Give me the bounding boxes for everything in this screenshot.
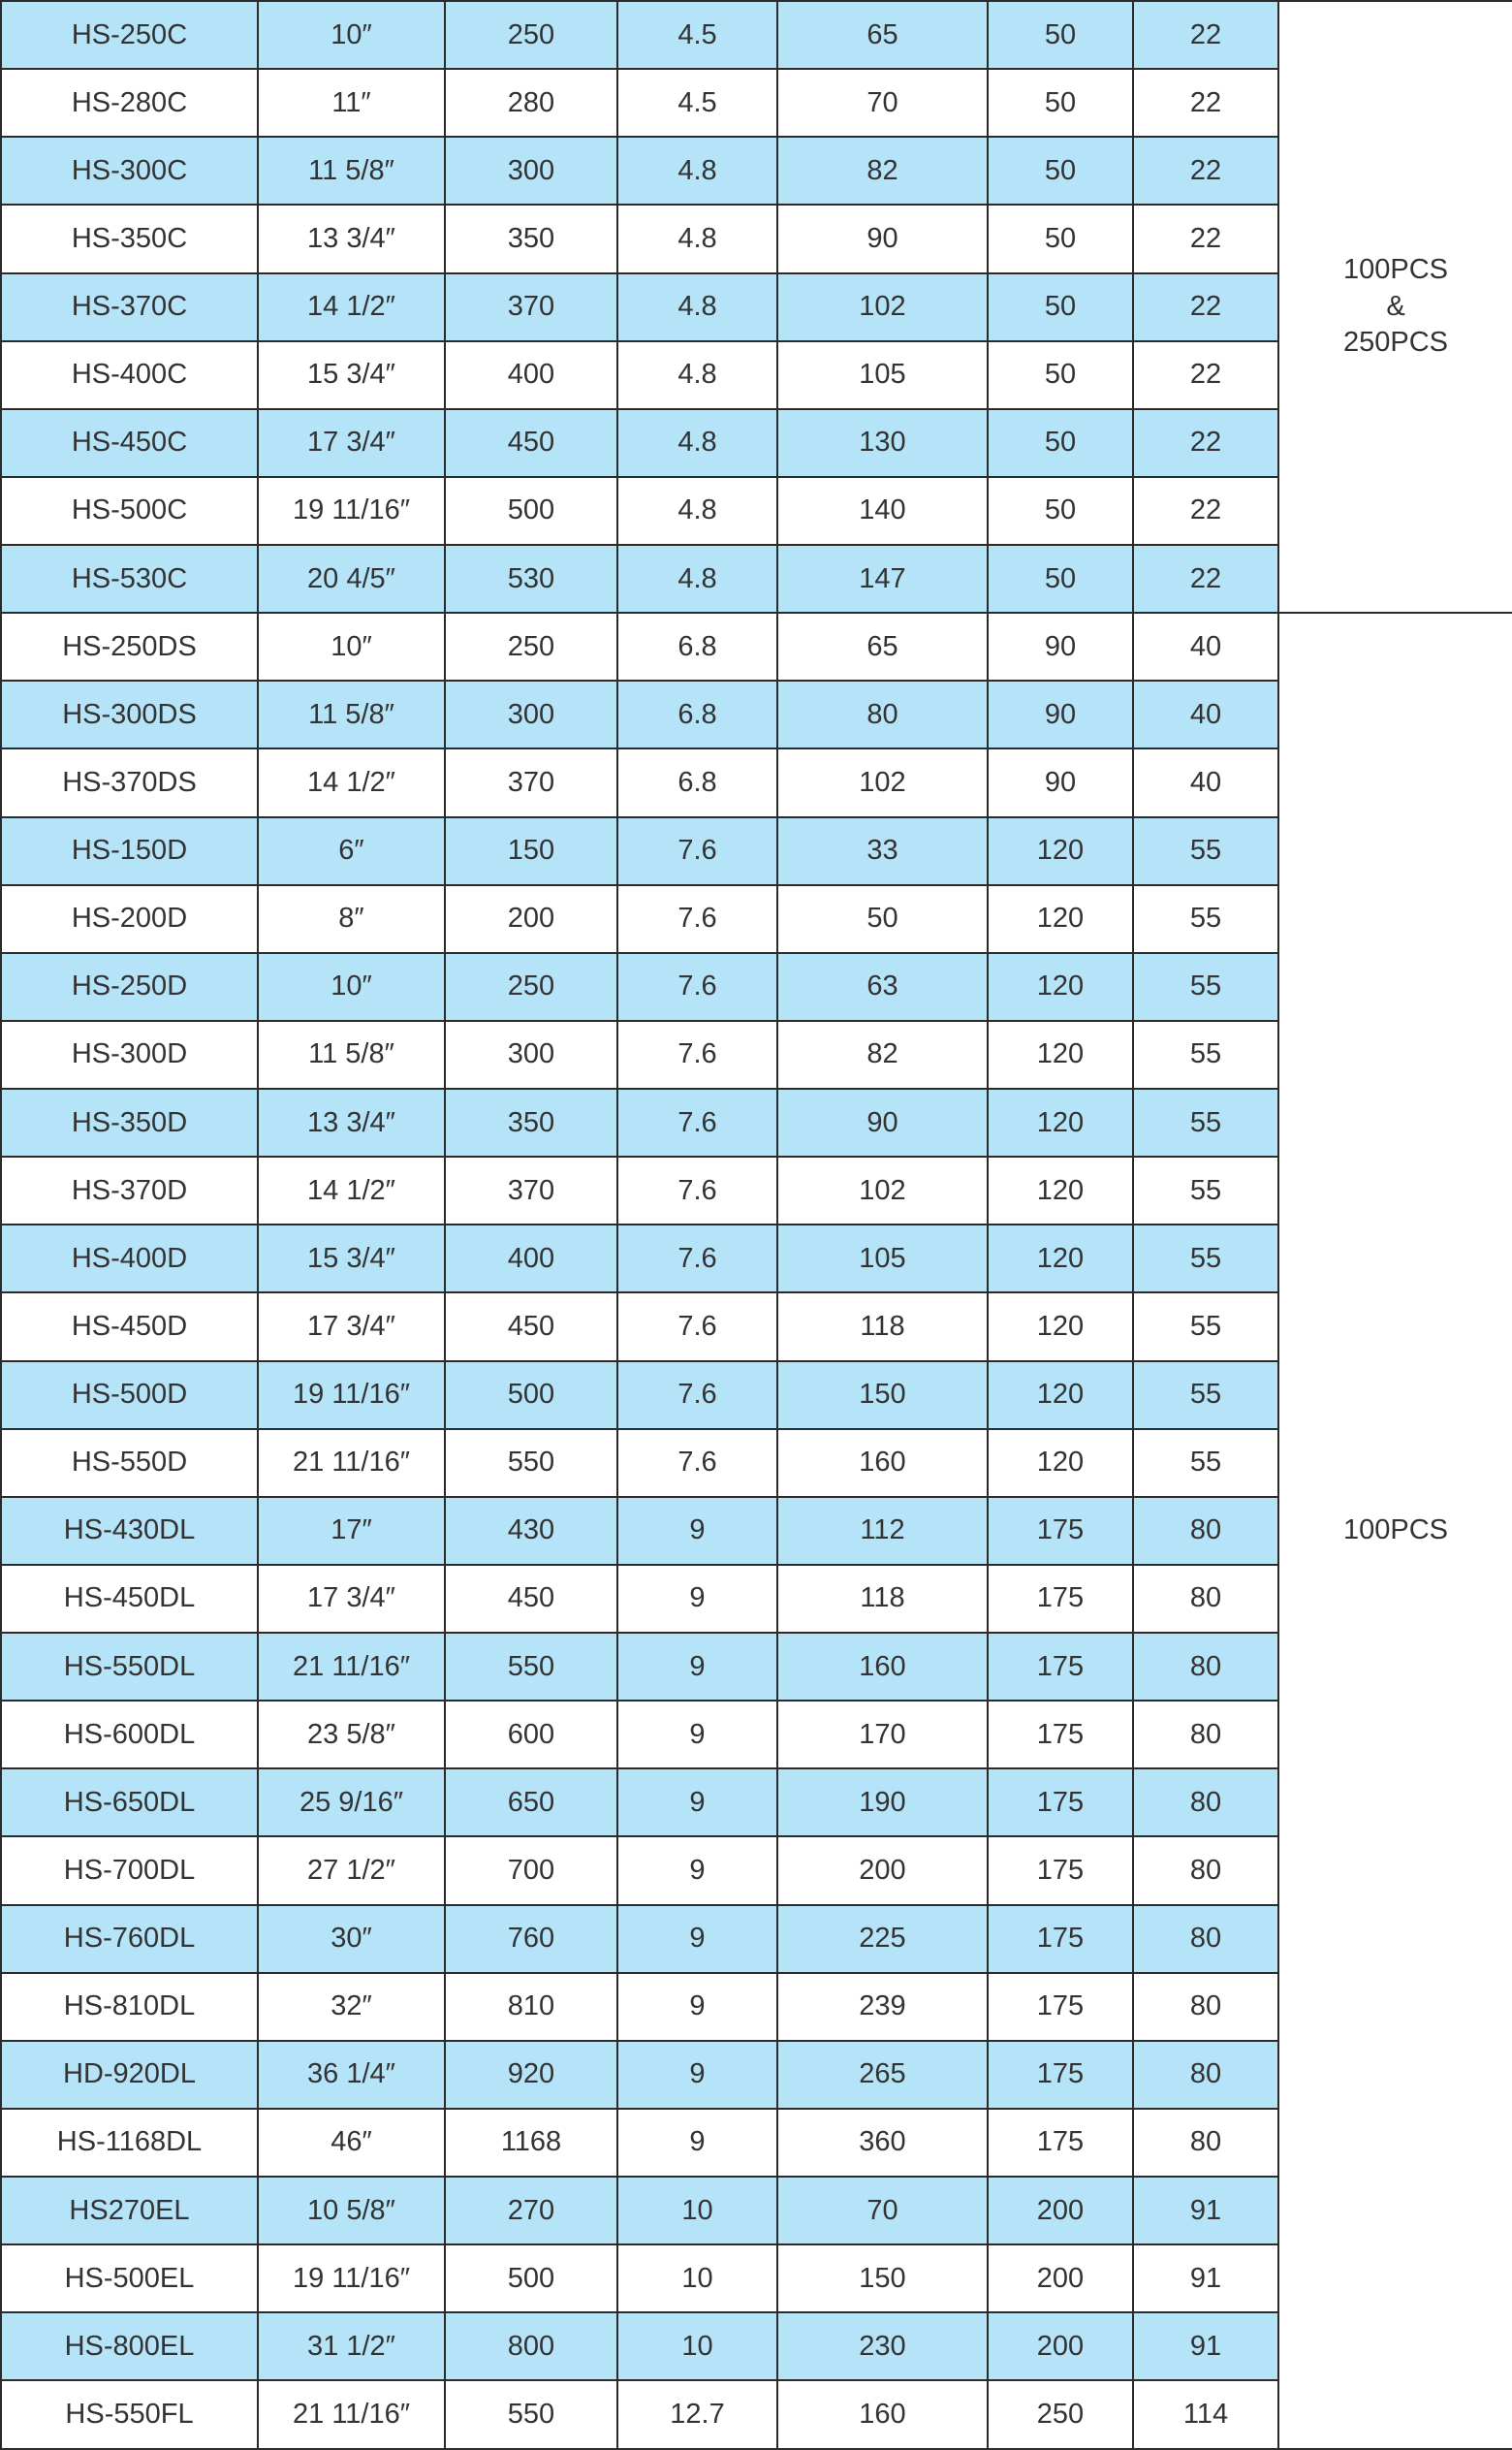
packing-line: & bbox=[1386, 290, 1405, 322]
size-mm-cell: 370 bbox=[445, 1157, 617, 1225]
size-mm-cell: 450 bbox=[445, 1565, 617, 1633]
size-mm-cell: 400 bbox=[445, 1225, 617, 1292]
model-cell: HS-430DL bbox=[1, 1497, 258, 1565]
tensile-kg-cell: 40 bbox=[1133, 613, 1278, 681]
size-mm-cell: 550 bbox=[445, 2380, 617, 2448]
tensile-lb-cell: 120 bbox=[988, 1225, 1133, 1292]
tensile-lb-cell: 50 bbox=[988, 69, 1133, 137]
tensile-lb-cell: 175 bbox=[988, 1905, 1133, 1973]
tensile-lb-cell: 175 bbox=[988, 1701, 1133, 1768]
tensile-lb-cell: 50 bbox=[988, 273, 1133, 341]
tensile-lb-cell: 175 bbox=[988, 1973, 1133, 2041]
size-inch-cell: 19 11/16″ bbox=[258, 2244, 445, 2312]
tensile-kg-cell: 22 bbox=[1133, 1, 1278, 69]
bundle-dia-cell: 140 bbox=[777, 477, 988, 545]
size-inch-cell: 14 1/2″ bbox=[258, 273, 445, 341]
tensile-kg-cell: 80 bbox=[1133, 2041, 1278, 2109]
model-cell: HS-370D bbox=[1, 1157, 258, 1225]
bundle-dia-cell: 170 bbox=[777, 1701, 988, 1768]
model-cell: HS-1168DL bbox=[1, 2109, 258, 2177]
tensile-kg-cell: 55 bbox=[1133, 1361, 1278, 1429]
bundle-dia-cell: 112 bbox=[777, 1497, 988, 1565]
model-cell: HS-550DL bbox=[1, 1633, 258, 1701]
size-mm-cell: 500 bbox=[445, 2244, 617, 2312]
size-inch-cell: 14 1/2″ bbox=[258, 1157, 445, 1225]
width-cell: 9 bbox=[617, 1565, 777, 1633]
size-inch-cell: 15 3/4″ bbox=[258, 1225, 445, 1292]
size-mm-cell: 500 bbox=[445, 1361, 617, 1429]
tensile-kg-cell: 22 bbox=[1133, 409, 1278, 477]
size-mm-cell: 500 bbox=[445, 477, 617, 545]
bundle-dia-cell: 50 bbox=[777, 885, 988, 953]
model-cell: HS-400C bbox=[1, 341, 258, 409]
size-inch-cell: 36 1/4″ bbox=[258, 2041, 445, 2109]
size-mm-cell: 270 bbox=[445, 2177, 617, 2244]
tensile-kg-cell: 55 bbox=[1133, 1021, 1278, 1089]
tensile-kg-cell: 40 bbox=[1133, 681, 1278, 748]
model-cell: HS-370DS bbox=[1, 748, 258, 816]
size-mm-cell: 920 bbox=[445, 2041, 617, 2109]
size-inch-cell: 23 5/8″ bbox=[258, 1701, 445, 1768]
tensile-lb-cell: 175 bbox=[988, 1633, 1133, 1701]
width-cell: 7.6 bbox=[617, 817, 777, 885]
width-cell: 10 bbox=[617, 2244, 777, 2312]
size-mm-cell: 600 bbox=[445, 1701, 617, 1768]
tensile-kg-cell: 80 bbox=[1133, 2109, 1278, 2177]
model-cell: HS-300DS bbox=[1, 681, 258, 748]
tensile-kg-cell: 55 bbox=[1133, 1225, 1278, 1292]
bundle-dia-cell: 102 bbox=[777, 1157, 988, 1225]
bundle-dia-cell: 150 bbox=[777, 1361, 988, 1429]
tensile-lb-cell: 175 bbox=[988, 1497, 1133, 1565]
tensile-lb-cell: 90 bbox=[988, 681, 1133, 748]
tensile-lb-cell: 175 bbox=[988, 1768, 1133, 1836]
width-cell: 7.6 bbox=[617, 1089, 777, 1157]
model-cell: HS-200D bbox=[1, 885, 258, 953]
tensile-kg-cell: 91 bbox=[1133, 2177, 1278, 2244]
bundle-dia-cell: 65 bbox=[777, 1, 988, 69]
model-cell: HS-400D bbox=[1, 1225, 258, 1292]
size-inch-cell: 10″ bbox=[258, 953, 445, 1021]
bundle-dia-cell: 65 bbox=[777, 613, 988, 681]
width-cell: 6.8 bbox=[617, 681, 777, 748]
tensile-lb-cell: 200 bbox=[988, 2244, 1133, 2312]
tensile-kg-cell: 80 bbox=[1133, 1768, 1278, 1836]
bundle-dia-cell: 225 bbox=[777, 1905, 988, 1973]
size-inch-cell: 11 5/8″ bbox=[258, 681, 445, 748]
size-inch-cell: 10″ bbox=[258, 613, 445, 681]
width-cell: 7.6 bbox=[617, 1292, 777, 1360]
width-cell: 7.6 bbox=[617, 1225, 777, 1292]
tensile-lb-cell: 120 bbox=[988, 1021, 1133, 1089]
width-cell: 9 bbox=[617, 1497, 777, 1565]
size-inch-cell: 25 9/16″ bbox=[258, 1768, 445, 1836]
bundle-dia-cell: 230 bbox=[777, 2312, 988, 2380]
model-cell: HS-530C bbox=[1, 545, 258, 613]
tensile-kg-cell: 22 bbox=[1133, 205, 1278, 272]
size-mm-cell: 810 bbox=[445, 1973, 617, 2041]
bundle-dia-cell: 102 bbox=[777, 748, 988, 816]
width-cell: 10 bbox=[617, 2177, 777, 2244]
tensile-lb-cell: 50 bbox=[988, 477, 1133, 545]
tensile-lb-cell: 175 bbox=[988, 1565, 1133, 1633]
bundle-dia-cell: 147 bbox=[777, 545, 988, 613]
size-mm-cell: 450 bbox=[445, 409, 617, 477]
model-cell: HS-450D bbox=[1, 1292, 258, 1360]
model-cell: HS-300C bbox=[1, 137, 258, 205]
tensile-kg-cell: 55 bbox=[1133, 1292, 1278, 1360]
bundle-dia-cell: 105 bbox=[777, 341, 988, 409]
width-cell: 9 bbox=[617, 1633, 777, 1701]
bundle-dia-cell: 360 bbox=[777, 2109, 988, 2177]
size-mm-cell: 250 bbox=[445, 613, 617, 681]
model-cell: HS-500D bbox=[1, 1361, 258, 1429]
model-cell: HS-550D bbox=[1, 1429, 258, 1497]
tensile-kg-cell: 22 bbox=[1133, 137, 1278, 205]
width-cell: 7.6 bbox=[617, 953, 777, 1021]
size-inch-cell: 11 5/8″ bbox=[258, 137, 445, 205]
model-cell: HS-650DL bbox=[1, 1768, 258, 1836]
spec-table-body bbox=[1, 1, 1512, 2449]
size-inch-cell: 31 1/2″ bbox=[258, 2312, 445, 2380]
bundle-dia-cell: 63 bbox=[777, 953, 988, 1021]
size-inch-cell: 15 3/4″ bbox=[258, 341, 445, 409]
bundle-dia-cell: 150 bbox=[777, 2244, 988, 2312]
size-mm-cell: 280 bbox=[445, 69, 617, 137]
size-mm-cell: 1168 bbox=[445, 2109, 617, 2177]
width-cell: 4.8 bbox=[617, 205, 777, 272]
size-mm-cell: 150 bbox=[445, 817, 617, 885]
tensile-lb-cell: 50 bbox=[988, 137, 1133, 205]
tensile-kg-cell: 55 bbox=[1133, 817, 1278, 885]
width-cell: 4.5 bbox=[617, 1, 777, 69]
bundle-dia-cell: 70 bbox=[777, 69, 988, 137]
tensile-kg-cell: 91 bbox=[1133, 2312, 1278, 2380]
width-cell: 9 bbox=[617, 2041, 777, 2109]
tensile-lb-cell: 175 bbox=[988, 1836, 1133, 1904]
tensile-kg-cell: 55 bbox=[1133, 1089, 1278, 1157]
tensile-kg-cell: 80 bbox=[1133, 1973, 1278, 2041]
size-inch-cell: 21 11/16″ bbox=[258, 2380, 445, 2448]
tensile-kg-cell: 40 bbox=[1133, 748, 1278, 816]
tensile-lb-cell: 50 bbox=[988, 205, 1133, 272]
model-cell: HS-370C bbox=[1, 273, 258, 341]
tensile-kg-cell: 55 bbox=[1133, 953, 1278, 1021]
model-cell: HS-250DS bbox=[1, 613, 258, 681]
size-mm-cell: 370 bbox=[445, 273, 617, 341]
tensile-kg-cell: 22 bbox=[1133, 341, 1278, 409]
packing-line: 100PCS bbox=[1342, 1513, 1448, 1545]
packing-line: 100PCS bbox=[1342, 254, 1448, 286]
size-mm-cell: 370 bbox=[445, 748, 617, 816]
model-cell: HS-280C bbox=[1, 69, 258, 137]
tensile-kg-cell: 80 bbox=[1133, 1836, 1278, 1904]
model-cell: HS-760DL bbox=[1, 1905, 258, 1973]
width-cell: 6.8 bbox=[617, 748, 777, 816]
width-cell: 9 bbox=[617, 1973, 777, 2041]
width-cell: 4.8 bbox=[617, 545, 777, 613]
size-inch-cell: 14 1/2″ bbox=[258, 748, 445, 816]
width-cell: 4.8 bbox=[617, 477, 777, 545]
bundle-dia-cell: 102 bbox=[777, 273, 988, 341]
tensile-lb-cell: 250 bbox=[988, 2380, 1133, 2448]
width-cell: 4.8 bbox=[617, 341, 777, 409]
bundle-dia-cell: 118 bbox=[777, 1565, 988, 1633]
tensile-lb-cell: 175 bbox=[988, 2109, 1133, 2177]
size-inch-cell: 27 1/2″ bbox=[258, 1836, 445, 1904]
tensile-lb-cell: 120 bbox=[988, 1089, 1133, 1157]
width-cell: 9 bbox=[617, 1836, 777, 1904]
size-inch-cell: 13 3/4″ bbox=[258, 205, 445, 272]
bundle-dia-cell: 70 bbox=[777, 2177, 988, 2244]
bundle-dia-cell: 118 bbox=[777, 1292, 988, 1360]
tensile-kg-cell: 80 bbox=[1133, 1633, 1278, 1701]
tensile-lb-cell: 200 bbox=[988, 2177, 1133, 2244]
width-cell: 7.6 bbox=[617, 1429, 777, 1497]
width-cell: 4.8 bbox=[617, 137, 777, 205]
tensile-lb-cell: 120 bbox=[988, 1429, 1133, 1497]
size-inch-cell: 17″ bbox=[258, 1497, 445, 1565]
bundle-dia-cell: 190 bbox=[777, 1768, 988, 1836]
tensile-lb-cell: 120 bbox=[988, 1361, 1133, 1429]
size-mm-cell: 250 bbox=[445, 953, 617, 1021]
size-inch-cell: 17 3/4″ bbox=[258, 1565, 445, 1633]
size-mm-cell: 350 bbox=[445, 205, 617, 272]
size-inch-cell: 13 3/4″ bbox=[258, 1089, 445, 1157]
model-cell: HS-810DL bbox=[1, 1973, 258, 2041]
bundle-dia-cell: 90 bbox=[777, 1089, 988, 1157]
tensile-kg-cell: 55 bbox=[1133, 1157, 1278, 1225]
width-cell: 6.8 bbox=[617, 613, 777, 681]
model-cell: HS-700DL bbox=[1, 1836, 258, 1904]
bundle-dia-cell: 105 bbox=[777, 1225, 988, 1292]
width-cell: 9 bbox=[617, 1768, 777, 1836]
size-mm-cell: 400 bbox=[445, 341, 617, 409]
size-inch-cell: 32″ bbox=[258, 1973, 445, 2041]
size-mm-cell: 550 bbox=[445, 1633, 617, 1701]
size-mm-cell: 700 bbox=[445, 1836, 617, 1904]
tensile-lb-cell: 50 bbox=[988, 341, 1133, 409]
bundle-dia-cell: 82 bbox=[777, 137, 988, 205]
tensile-kg-cell: 80 bbox=[1133, 1497, 1278, 1565]
packing-cell bbox=[1278, 613, 1512, 2448]
table-row bbox=[1, 613, 1512, 681]
tensile-kg-cell: 80 bbox=[1133, 1565, 1278, 1633]
size-inch-cell: 19 11/16″ bbox=[258, 1361, 445, 1429]
tensile-kg-cell: 55 bbox=[1133, 1429, 1278, 1497]
size-mm-cell: 430 bbox=[445, 1497, 617, 1565]
size-mm-cell: 650 bbox=[445, 1768, 617, 1836]
size-mm-cell: 450 bbox=[445, 1292, 617, 1360]
size-mm-cell: 350 bbox=[445, 1089, 617, 1157]
tensile-lb-cell: 200 bbox=[988, 2312, 1133, 2380]
size-inch-cell: 21 11/16″ bbox=[258, 1633, 445, 1701]
size-mm-cell: 530 bbox=[445, 545, 617, 613]
tensile-kg-cell: 80 bbox=[1133, 1701, 1278, 1768]
tensile-kg-cell: 91 bbox=[1133, 2244, 1278, 2312]
width-cell: 9 bbox=[617, 1905, 777, 1973]
tensile-lb-cell: 50 bbox=[988, 409, 1133, 477]
bundle-dia-cell: 80 bbox=[777, 681, 988, 748]
width-cell: 7.6 bbox=[617, 1021, 777, 1089]
tensile-kg-cell: 22 bbox=[1133, 545, 1278, 613]
size-inch-cell: 20 4/5″ bbox=[258, 545, 445, 613]
width-cell: 12.7 bbox=[617, 2380, 777, 2448]
width-cell: 7.6 bbox=[617, 1157, 777, 1225]
model-cell: HS-550FL bbox=[1, 2380, 258, 2448]
width-cell: 7.6 bbox=[617, 1361, 777, 1429]
model-cell: HS-300D bbox=[1, 1021, 258, 1089]
size-mm-cell: 550 bbox=[445, 1429, 617, 1497]
size-mm-cell: 250 bbox=[445, 1, 617, 69]
packing-line: 250PCS bbox=[1342, 327, 1448, 359]
size-inch-cell: 30″ bbox=[258, 1905, 445, 1973]
model-cell: HS-350C bbox=[1, 205, 258, 272]
bundle-dia-cell: 239 bbox=[777, 1973, 988, 2041]
model-cell: HS-500C bbox=[1, 477, 258, 545]
bundle-dia-cell: 130 bbox=[777, 409, 988, 477]
tensile-lb-cell: 175 bbox=[988, 2041, 1133, 2109]
tensile-lb-cell: 50 bbox=[988, 545, 1133, 613]
tensile-kg-cell: 22 bbox=[1133, 69, 1278, 137]
tensile-kg-cell: 22 bbox=[1133, 273, 1278, 341]
model-cell: HD-920DL bbox=[1, 2041, 258, 2109]
size-inch-cell: 19 11/16″ bbox=[258, 477, 445, 545]
bundle-dia-cell: 82 bbox=[777, 1021, 988, 1089]
width-cell: 4.8 bbox=[617, 273, 777, 341]
bundle-dia-cell: 265 bbox=[777, 2041, 988, 2109]
tensile-kg-cell: 55 bbox=[1133, 885, 1278, 953]
width-cell: 9 bbox=[617, 2109, 777, 2177]
width-cell: 4.8 bbox=[617, 409, 777, 477]
width-cell: 10 bbox=[617, 2312, 777, 2380]
size-inch-cell: 11 5/8″ bbox=[258, 1021, 445, 1089]
model-cell: HS-250C bbox=[1, 1, 258, 69]
bundle-dia-cell: 160 bbox=[777, 1429, 988, 1497]
tensile-lb-cell: 90 bbox=[988, 748, 1133, 816]
model-cell: HS-600DL bbox=[1, 1701, 258, 1768]
width-cell: 4.5 bbox=[617, 69, 777, 137]
tensile-lb-cell: 120 bbox=[988, 1292, 1133, 1360]
packing-cell bbox=[1278, 1, 1512, 613]
tensile-lb-cell: 120 bbox=[988, 1157, 1133, 1225]
tensile-lb-cell: 50 bbox=[988, 1, 1133, 69]
tensile-kg-cell: 80 bbox=[1133, 1905, 1278, 1973]
tensile-kg-cell: 114 bbox=[1133, 2380, 1278, 2448]
width-cell: 9 bbox=[617, 1701, 777, 1768]
model-cell: HS-800EL bbox=[1, 2312, 258, 2380]
size-inch-cell: 6″ bbox=[258, 817, 445, 885]
model-cell: HS270EL bbox=[1, 2177, 258, 2244]
model-cell: HS-450DL bbox=[1, 1565, 258, 1633]
model-cell: HS-250D bbox=[1, 953, 258, 1021]
bundle-dia-cell: 160 bbox=[777, 1633, 988, 1701]
tensile-lb-cell: 120 bbox=[988, 885, 1133, 953]
model-cell: HS-450C bbox=[1, 409, 258, 477]
size-mm-cell: 200 bbox=[445, 885, 617, 953]
bundle-dia-cell: 33 bbox=[777, 817, 988, 885]
size-inch-cell: 46″ bbox=[258, 2109, 445, 2177]
size-inch-cell: 10″ bbox=[258, 1, 445, 69]
bundle-dia-cell: 200 bbox=[777, 1836, 988, 1904]
size-inch-cell: 17 3/4″ bbox=[258, 409, 445, 477]
size-mm-cell: 300 bbox=[445, 1021, 617, 1089]
width-cell: 7.6 bbox=[617, 885, 777, 953]
size-mm-cell: 300 bbox=[445, 681, 617, 748]
tensile-lb-cell: 120 bbox=[988, 817, 1133, 885]
size-inch-cell: 21 11/16″ bbox=[258, 1429, 445, 1497]
table-row bbox=[1, 1, 1512, 69]
size-inch-cell: 8″ bbox=[258, 885, 445, 953]
bundle-dia-cell: 90 bbox=[777, 205, 988, 272]
size-inch-cell: 17 3/4″ bbox=[258, 1292, 445, 1360]
tensile-lb-cell: 90 bbox=[988, 613, 1133, 681]
bundle-dia-cell: 160 bbox=[777, 2380, 988, 2448]
size-inch-cell: 10 5/8″ bbox=[258, 2177, 445, 2244]
size-mm-cell: 760 bbox=[445, 1905, 617, 1973]
size-mm-cell: 800 bbox=[445, 2312, 617, 2380]
tensile-kg-cell: 22 bbox=[1133, 477, 1278, 545]
size-inch-cell: 11″ bbox=[258, 69, 445, 137]
tensile-lb-cell: 120 bbox=[988, 953, 1133, 1021]
model-cell: HS-150D bbox=[1, 817, 258, 885]
model-cell: HS-350D bbox=[1, 1089, 258, 1157]
model-cell: HS-500EL bbox=[1, 2244, 258, 2312]
size-mm-cell: 300 bbox=[445, 137, 617, 205]
